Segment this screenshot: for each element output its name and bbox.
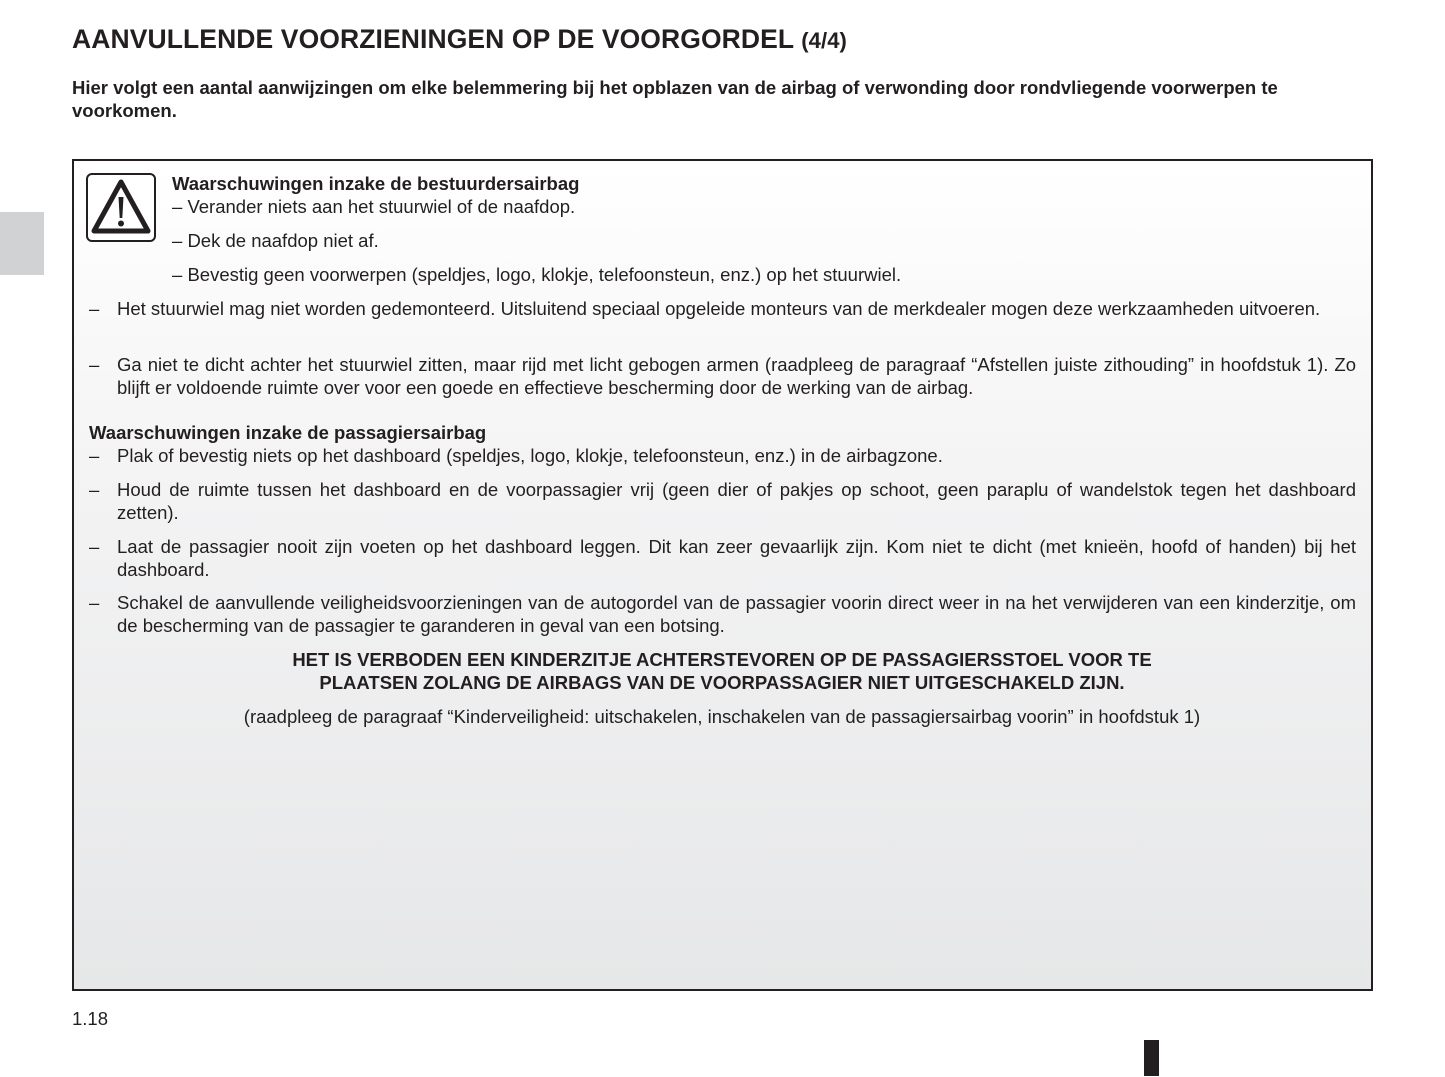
reference-text: (raadpleeg de paragraaf “Kinderveiligheid: uitschakelen, inschakelen van de passagiersairbag voorin” in hoofdstuk 1) — [243, 706, 1201, 727]
passenger-item: Schakel de aanvullende veiligheidsvoorzieningen van de autogordel van de passagier voorin direct weer in na het verwijderen van een kinderzitje, om de bescherming van de passagier te garanderen in geval van een botsing. — [117, 592, 1356, 636]
item-text: Dek de naafdop niet af. — [187, 230, 379, 251]
driver-item: Het stuurwiel mag niet worden gedemonteerd. Uitsluitend speciaal opgeleide monteurs van de merkdealer mogen deze werkzaamheden uitvoeren. — [117, 298, 1321, 319]
passenger-item: Laat de passagier nooit zijn voeten op het dashboard leggen. Dit kan zeer gevaarlijk zijn. Kom niet te dicht (met knieën, hoofd of handen) bij het dashboard. — [117, 536, 1356, 580]
dash: – — [172, 264, 183, 285]
title-part: (4/4) — [801, 28, 847, 53]
passenger-item: Houd de ruimte tussen het dashboard en de voorpassagier vrij (geen dier of pakjes op schoot, geen paraplu of wandelstok tegen het dashboard zetten). — [117, 479, 1356, 523]
prohibition-line-2: PLAATSEN ZOLANG DE AIRBAGS VAN DE VOORPASSAGIER NIET UITGESCHAKELD ZIJN. — [319, 672, 1125, 693]
dash: – — [172, 230, 183, 251]
page-marker — [1144, 1040, 1159, 1076]
prohibition-line-1: HET IS VERBODEN EEN KINDERZITJE ACHTERSTEVOREN OP DE PASSAGIERSSTOEL VOOR TE — [292, 649, 1152, 670]
dash: – — [89, 354, 100, 375]
dash: – — [89, 298, 100, 319]
dash: – — [89, 536, 100, 557]
driver-item: Ga niet te dicht achter het stuurwiel zitten, maar rijd met licht gebogen armen (raadpleeg de paragraaf “Afstellen juiste zithouding” in hoofdstuk 1). Zo blijft er voldoende ruimte over voor een goede en effectieve bescherming door de werking van de airbag. — [117, 354, 1356, 398]
driver-item — [172, 263, 901, 286]
intro-text: Hier volgt een aantal aanwijzingen om elke belemmering bij het opblazen van de airbag of verwonding door rondvliegende voorwerpen te voorkomen. — [72, 77, 1278, 121]
chapter-tab — [0, 212, 44, 275]
page-number: 1.18 — [72, 1008, 109, 1029]
dash: – — [89, 479, 100, 500]
driver-heading: Waarschuwingen inzake de bestuurdersairbag — [172, 173, 580, 194]
dash: – — [89, 592, 100, 613]
title-text: AANVULLENDE VOORZIENINGEN OP DE VOORGORDEL — [72, 24, 794, 54]
item-text: Bevestig geen voorwerpen (speldjes, logo, klokje, telefoonsteun, enz.) op het stuurwiel. — [187, 264, 902, 285]
dash: – — [172, 196, 183, 217]
driver-item — [172, 195, 575, 218]
warning-triangle-icon — [86, 173, 156, 242]
driver-item — [172, 229, 379, 252]
passenger-item: Plak of bevestig niets op het dashboard (speldjes, logo, klokje, telefoonsteun, enz.) in de airbagzone. — [117, 445, 943, 466]
passenger-heading: Waarschuwingen inzake de passagiersairbag — [89, 422, 487, 443]
page-title — [72, 24, 847, 55]
item-text: Verander niets aan het stuurwiel of de naafdop. — [187, 196, 576, 217]
dash: – — [89, 445, 100, 466]
